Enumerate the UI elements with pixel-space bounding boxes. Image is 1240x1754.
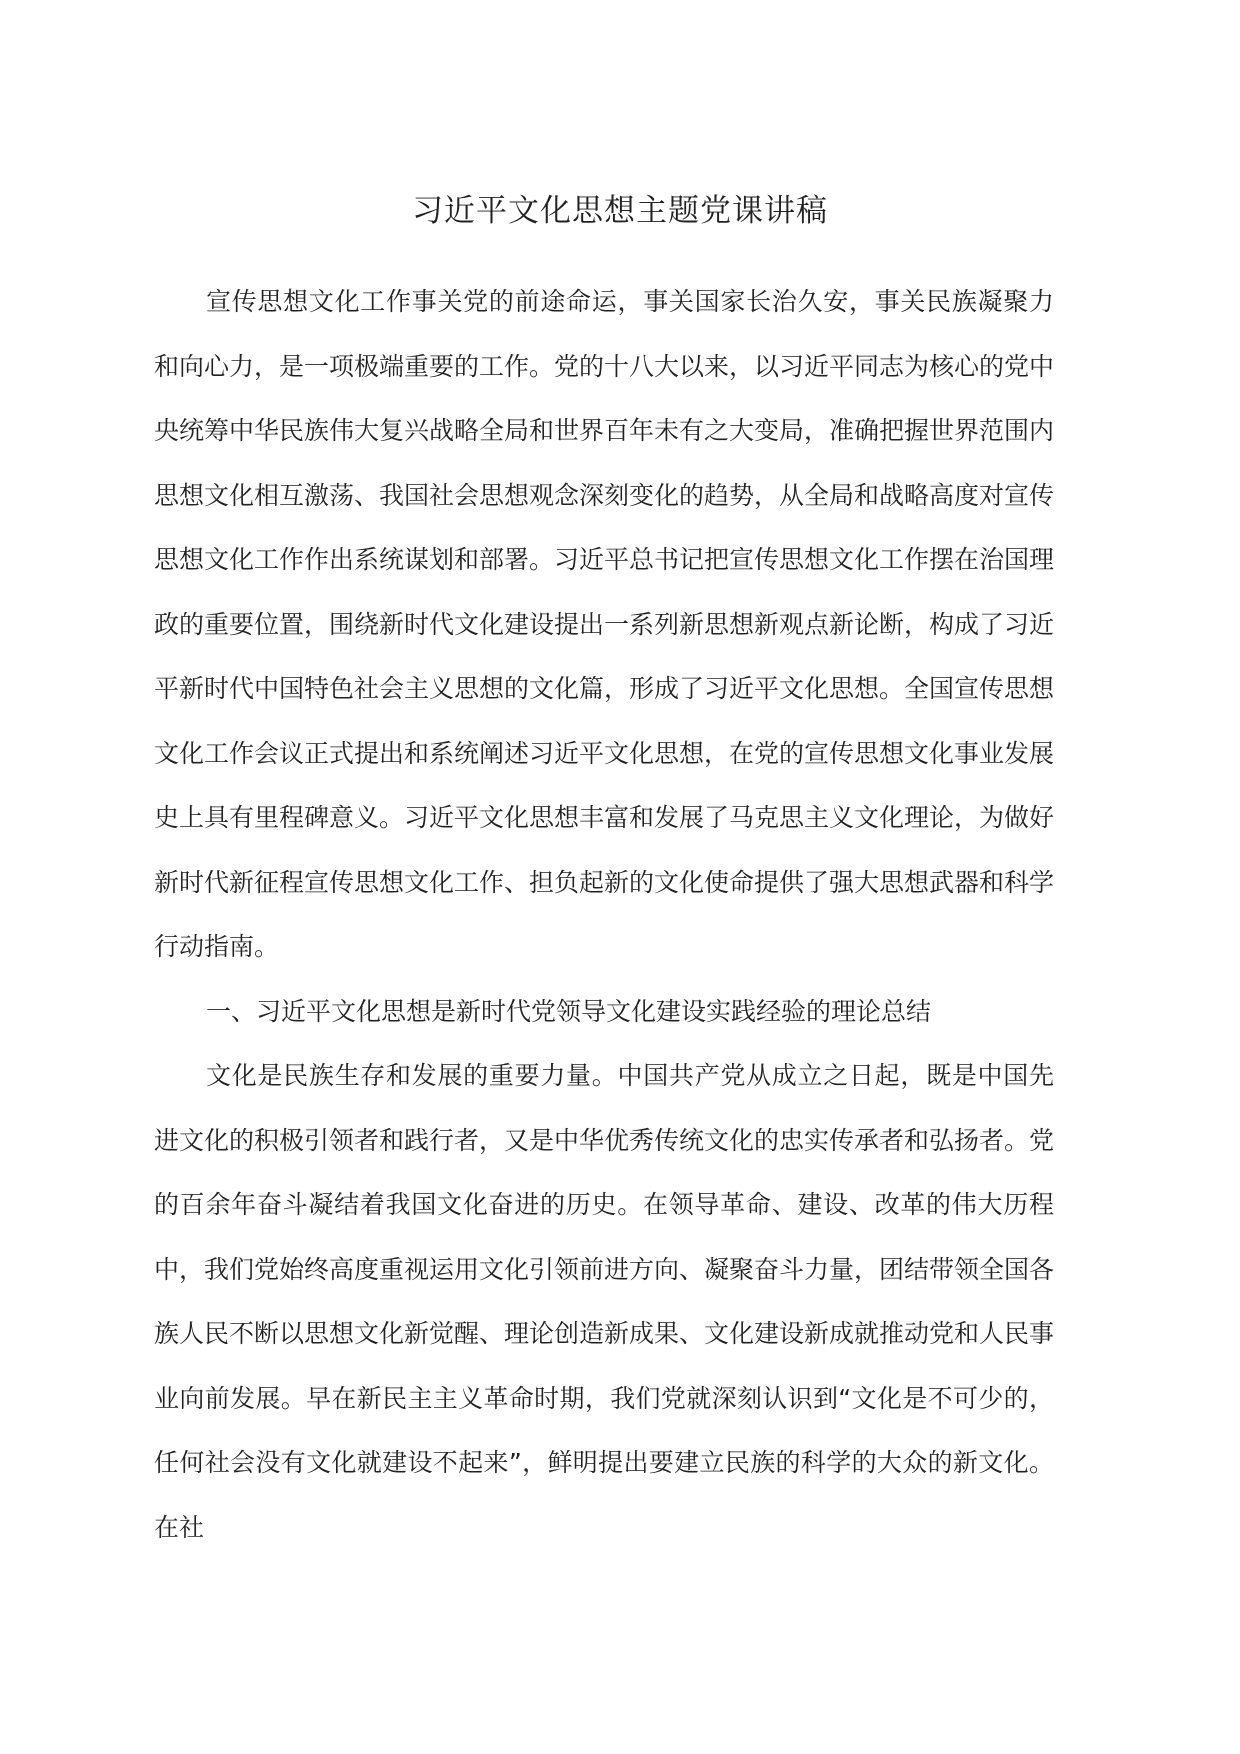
section-paragraph: 文化是民族生存和发展的重要力量。中国共产党从成立之日起，既是中国先进文化的积极引领者和践行者，又是中华优秀传统文化的忠实传承者和弘扬者。党的百余年奋斗凝结着我国文化奋进的历史。在领导革命、建设、改革的伟大历程中，我们党始终高度重视运用文化引领前进方向、凝聚奋斗力量，团结带领全国各族人民不断以思想文化新觉醒、理论创造新成果、文化建设新成就推动党和人民事业向前发展。早在新民主主义革命时期，我们党就深刻认识到“文化是不可少的，任何社会没有文化就建设不起来”，鲜明提出要建立民族的科学的大众的新文化。在社 bbox=[154, 1061, 1055, 1542]
document-title: 习近平文化思想主题党课讲稿 bbox=[412, 193, 828, 229]
document-body bbox=[154, 270, 1054, 1560]
intro-paragraph: 宣传思想文化工作事关党的前途命运，事关国家长治久安，事关民族凝聚力和向心力，是一项极端重要的工作。党的十八大以来，以习近平同志为核心的党中央统筹中华民族伟大复兴战略全局和世界百年未有之大变局，准确把握世界范围内思想文化相互激荡、我国社会思想观念深刻变化的趋势，从全局和战略高度对宣传思想文化工作作出系统谋划和部署。习近平总书记把宣传思想文化工作摆在治国理政的重要位置，围绕新时代文化建设提出一系列新思想新观点新论断，构成了习近平新时代中国特色社会主义思想的文化篇，形成了习近平文化思想。全国宣传思想文化工作会议正式提出和系统阐述习近平文化思想，在党的宣传思想文化事业发展史上具有里程碑意义。习近平文化思想丰富和发展了马克思主义文化理论，为做好新时代新征程宣传思想文化工作、担负起新的文化使命提供了强大思想武器和科学行动指南。 bbox=[154, 287, 1055, 961]
section-heading: 一、习近平文化思想是新时代党领导文化建设实践经验的理论总结 bbox=[206, 996, 932, 1026]
